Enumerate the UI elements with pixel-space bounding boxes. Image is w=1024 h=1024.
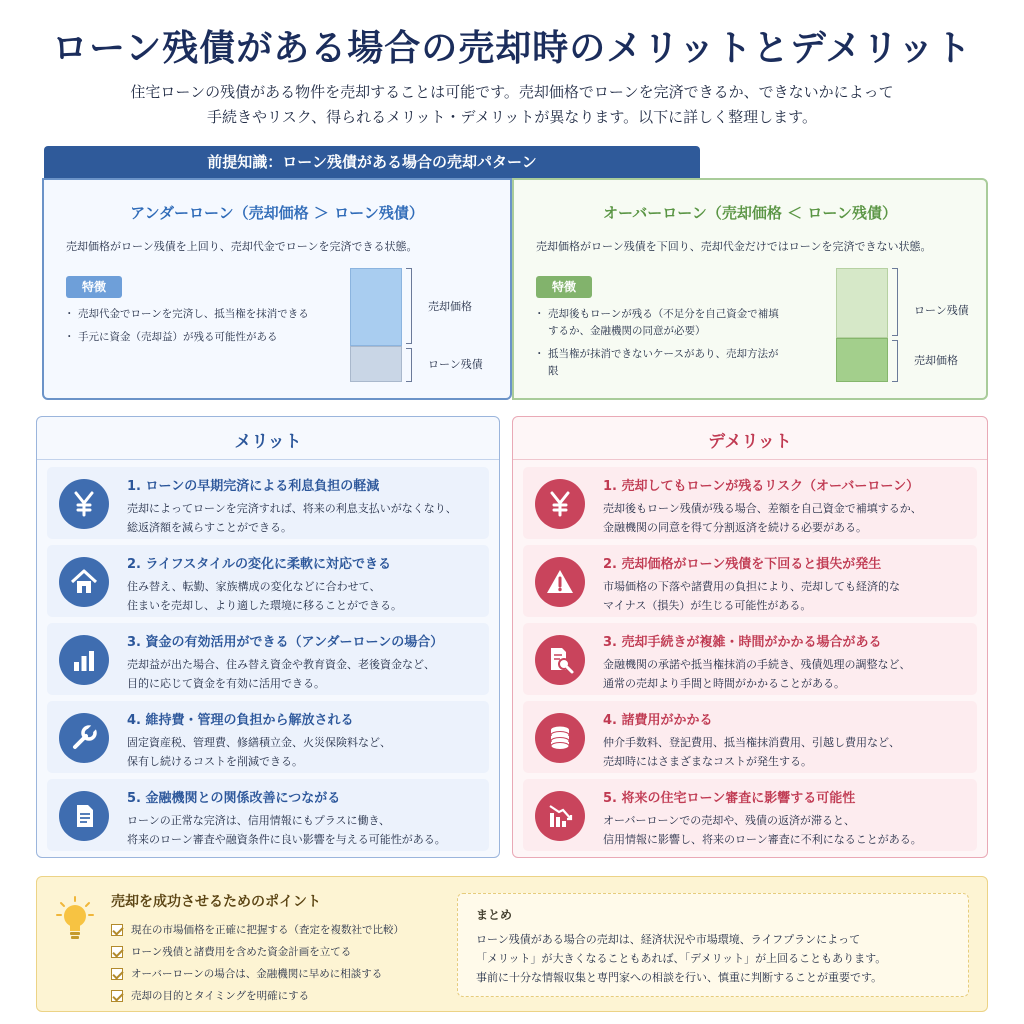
tip-text: オーバーローンの場合は、金融機関に早めに相談する — [131, 968, 383, 980]
sale-price-bar — [350, 268, 402, 346]
under-loan-points — [66, 306, 316, 352]
text-line: 「メリット」が大きくなることもあれば、「デメリット」が上回ることもあります。 — [476, 952, 887, 965]
document-search-icon — [535, 635, 585, 685]
over-loan-heading: オーバーローン（売却価格 ＜ ローン残債） — [602, 204, 898, 222]
merit-item-title: 4. 維持費・管理の負担から解放される — [127, 713, 354, 728]
text-line: 住み替え、転勤、家族構成の変化などに合わせて、 — [127, 580, 381, 593]
merit-item-text — [127, 655, 435, 693]
demerit-heading: デメリット — [708, 432, 792, 452]
merit-item — [47, 779, 489, 851]
under-loan-bar-diagram — [350, 268, 402, 382]
demerit-item-title: 3. 売却手続きが複雑・時間がかかる場合がある — [603, 635, 882, 650]
text-line: ローン残債がある場合の売却は、経済状況や市場環境、ライフプランによって — [476, 933, 861, 946]
document-icon — [59, 791, 109, 841]
warning-icon — [535, 557, 585, 607]
text-line: 売却によってローンを完済すれば、将来の利息支払いがなくなり、 — [127, 502, 457, 515]
over-bar-top-label: ローン残債 — [914, 304, 969, 317]
text-line: 売却時にはさまざまなコストが発生する。 — [603, 755, 812, 768]
text-line: 固定資産税、管理費、修繕積立金、火災保険料など、 — [127, 736, 391, 749]
demerit-item-text — [603, 655, 911, 693]
checkbox-icon — [111, 990, 123, 1002]
bracket — [892, 340, 898, 382]
text-line: 事前に十分な情報収集と専門家への相談を行い、慎重に判断することが重要です。 — [476, 971, 883, 984]
over-loan-description: 売却価格がローン残債を下回り、売却代金だけではローンを完済できない状態。 — [536, 240, 932, 253]
list-item — [111, 985, 404, 1007]
merit-item-text — [127, 577, 402, 615]
wrench-icon — [59, 713, 109, 763]
merit-item-text — [127, 733, 391, 771]
sale-price-bar — [836, 338, 888, 382]
merit-item — [47, 545, 489, 617]
list-item — [111, 963, 404, 985]
checkbox-icon — [111, 946, 123, 958]
text-line: 将来のローン審査や融資条件に良い影響を与える可能性がある。 — [127, 833, 446, 846]
merit-item — [47, 701, 489, 773]
over-loan-badge: 特徴 — [536, 276, 592, 298]
under-loan-badge: 特徴 — [66, 276, 122, 298]
demerit-item — [523, 467, 977, 539]
tips-title: 売却を成功させるためのポイント — [111, 894, 321, 910]
premise-tab: 前提知識：ローン残債がある場合の売却パターン — [44, 146, 700, 178]
merit-item-text — [127, 499, 457, 537]
merit-item — [47, 623, 489, 695]
coins-icon — [535, 713, 585, 763]
demerit-item-title: 4. 諸費用がかかる — [603, 713, 713, 728]
demerit-item — [523, 623, 977, 695]
tips-list — [111, 919, 404, 1007]
under-loan-panel — [42, 178, 512, 400]
over-loan-bar-diagram — [836, 268, 888, 382]
over-bar-bottom-label: 売却価格 — [914, 354, 958, 367]
summary-text — [476, 930, 886, 987]
bracket — [406, 268, 412, 344]
tips-panel — [36, 876, 988, 1012]
merit-item-text — [127, 811, 446, 849]
loan-balance-bar — [836, 268, 888, 338]
list-item: ・ 売却後もローンが残る（不足分を自己資金で補填するか、金融機関の同意が必要） — [536, 306, 786, 340]
yen-icon — [59, 479, 109, 529]
text-line: 売却益が出た場合、住み替え資金や教育資金、老後資金など、 — [127, 658, 435, 671]
intro-line: 住宅ローンの残債がある物件を売却することは可能です。売却価格でローンを完済できるか、できないかによって — [130, 83, 894, 101]
demerit-item — [523, 779, 977, 851]
summary-title: まとめ — [476, 908, 513, 922]
text-line: 総返済額を減らすことができる。 — [127, 521, 292, 534]
divider — [37, 459, 499, 460]
merit-heading: メリット — [234, 432, 302, 452]
declining-chart-icon — [535, 791, 585, 841]
merit-column — [36, 416, 500, 858]
over-loan-panel — [512, 178, 988, 400]
demerit-item-text — [603, 499, 922, 537]
list-item: ・ 抵当権が抹消できないケースがあり、売却方法が限 — [536, 346, 786, 380]
intro-text — [60, 80, 964, 130]
divider — [513, 459, 987, 460]
list-item: ・ 手元に資金（売却益）が残る可能性がある — [66, 329, 316, 346]
merit-item-title: 5. 金融機関との関係改善につながる — [127, 791, 341, 806]
demerit-item-text — [603, 811, 922, 849]
demerit-column — [512, 416, 988, 858]
text-line: 目的に応じて資金を有効に活用できる。 — [127, 677, 325, 690]
house-icon — [59, 557, 109, 607]
list-item: ・ 売却代金でローンを完済し、抵当権を抹消できる — [66, 306, 316, 323]
text-line: 信用情報に影響し、将来のローン審査に不利になることがある。 — [603, 833, 922, 846]
tip-text: 売却の目的とタイミングを明確にする — [131, 990, 310, 1002]
text-line: 仲介手数料、登記費用、抵当権抹消費用、引越し費用など、 — [603, 736, 900, 749]
checkbox-icon — [111, 924, 123, 936]
merit-item-title: 3. 資金の有効活用ができる（アンダーローンの場合） — [127, 635, 444, 650]
merit-item — [47, 467, 489, 539]
bar-chart-icon — [59, 635, 109, 685]
demerit-item-text — [603, 577, 900, 615]
demerit-item — [523, 701, 977, 773]
page-title: ローン残債がある場合の売却時のメリットとデメリット — [52, 28, 972, 69]
under-bar-top-label: 売却価格 — [428, 300, 472, 313]
summary-box — [457, 893, 969, 997]
text-line: 金融機関の承諾や抵当権抹消の手続き、残債処理の調整など、 — [603, 658, 911, 671]
loan-balance-bar — [350, 346, 402, 382]
under-bar-bottom-label: ローン残債 — [428, 358, 483, 371]
under-loan-heading: アンダーローン（売却価格 ＞ ローン残債） — [130, 204, 424, 222]
text-line: 住まいを売却し、より適した環境に移ることができる。 — [127, 599, 402, 612]
list-item — [111, 919, 404, 941]
intro-line: 手続きやリスク、得られるメリット・デメリットが異なります。以下に詳しく整理します。 — [207, 108, 817, 126]
text-line: オーバーローンでの売却や、残債の返済が滞ると、 — [603, 814, 856, 827]
lightbulb-icon — [55, 895, 95, 947]
text-line: 金融機関の同意を得て分割返済を続ける必要がある。 — [603, 521, 867, 534]
text-line: 市場価格の下落や諸費用の負担により、売却しても経済的な — [603, 580, 900, 593]
demerit-item-text — [603, 733, 900, 771]
text-line: ローンの正常な完済は、信用情報にもプラスに働き、 — [127, 814, 391, 827]
merit-item-title: 2. ライフスタイルの変化に柔軟に対応できる — [127, 557, 391, 572]
bracket — [892, 268, 898, 336]
demerit-item-title: 5. 将来の住宅ローン審査に影響する可能性 — [603, 791, 856, 806]
demerit-item-title: 2. 売却価格がローン残債を下回ると損失が発生 — [603, 557, 882, 572]
text-line: 通常の売却より手間と時間がかかることがある。 — [603, 677, 845, 690]
text-line: 売却後もローン残債が残る場合、差額を自己資金で補填するか、 — [603, 502, 922, 515]
merit-item-title: 1. ローンの早期完済による利息負担の軽減 — [127, 479, 380, 494]
bracket — [406, 348, 412, 382]
over-loan-points — [536, 306, 786, 386]
tip-text: 現在の市場価格を正確に把握する（査定を複数社で比較） — [131, 924, 404, 936]
list-item — [111, 941, 404, 963]
demerit-item — [523, 545, 977, 617]
text-line: マイナス（損失）が生じる可能性がある。 — [603, 599, 812, 612]
text-line: 保有し続けるコストを削減できる。 — [127, 755, 303, 768]
checkbox-icon — [111, 968, 123, 980]
under-loan-description: 売却価格がローン残債を上回り、売却代金でローンを完済できる状態。 — [66, 240, 418, 253]
yen-icon — [535, 479, 585, 529]
tip-text: ローン残債と諸費用を含めた資金計画を立てる — [131, 946, 352, 958]
demerit-item-title: 1. 売却してもローンが残るリスク（オーバーローン） — [603, 479, 920, 494]
